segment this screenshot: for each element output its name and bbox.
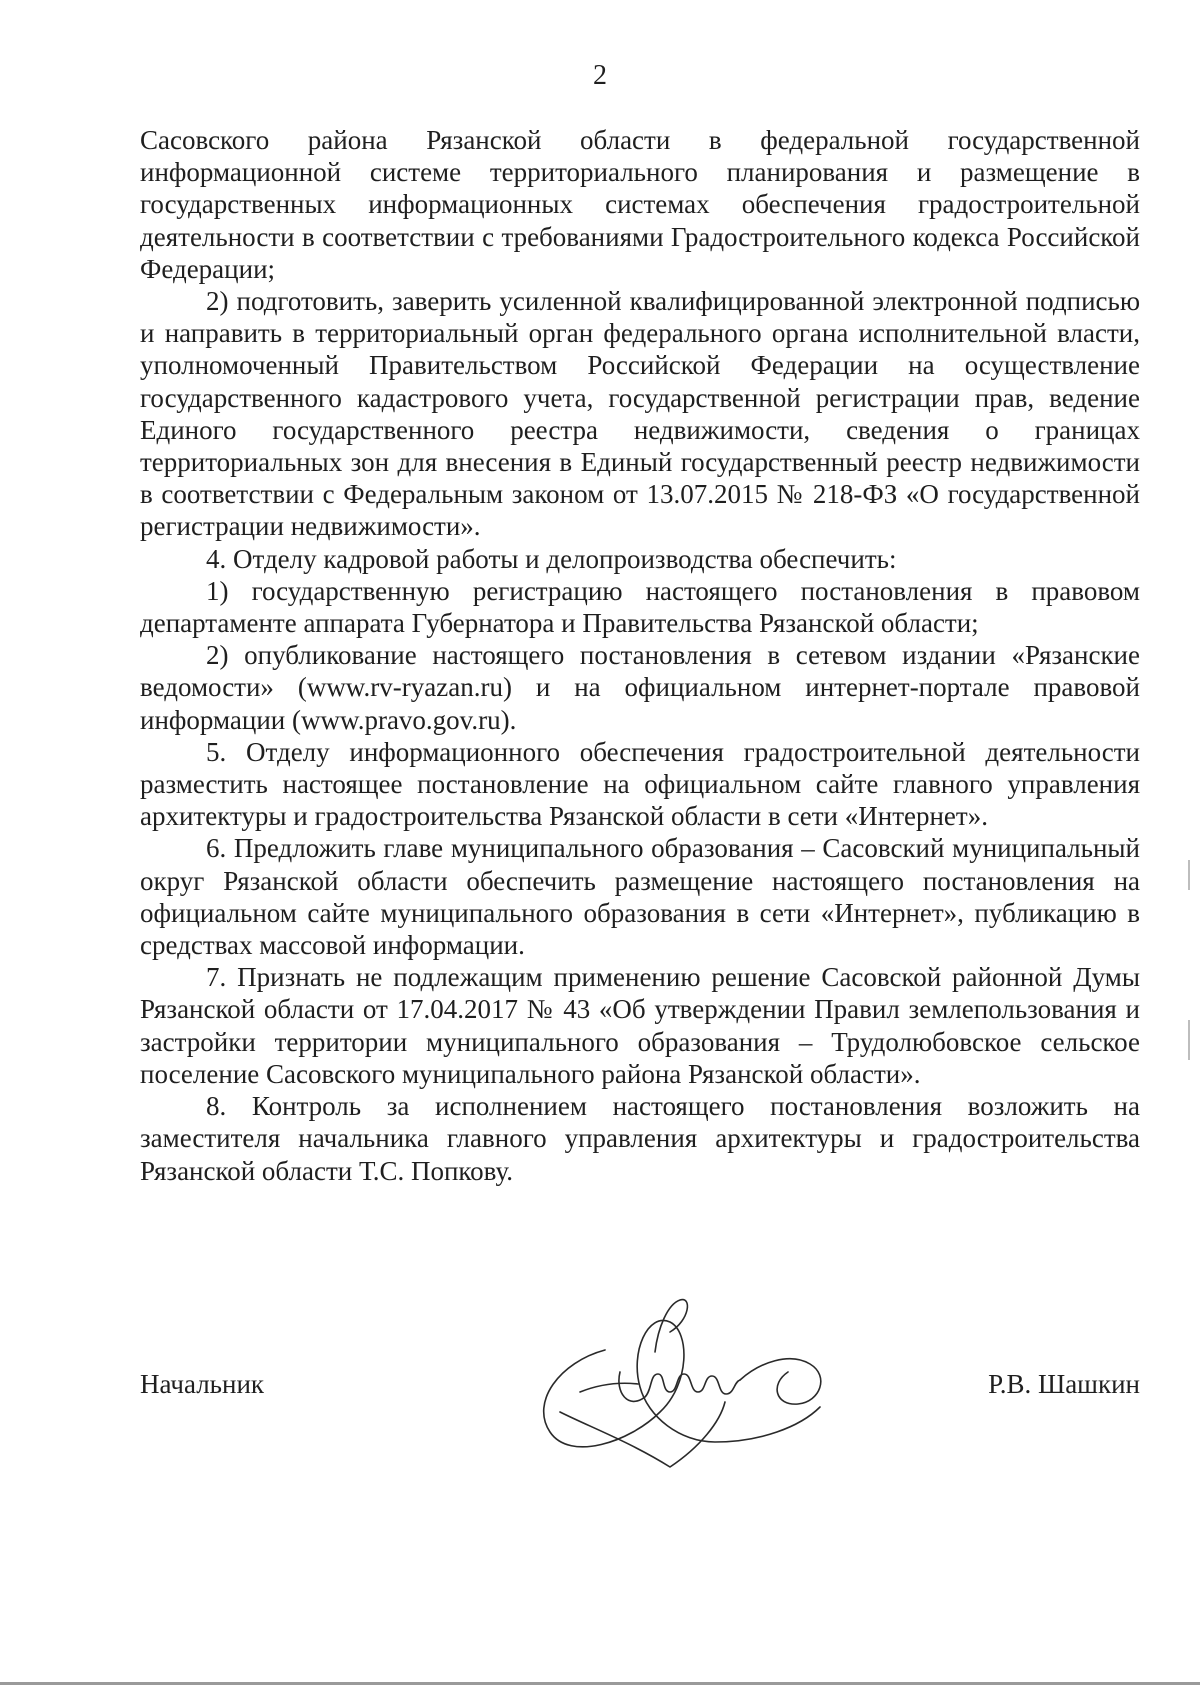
paragraph-section-4: 4. Отделу кадровой работы и делопроизводства обеспечить: <box>206 543 897 574</box>
paragraph-section-5: 5. Отделу информационного обеспечения градостроительной деятельности разместить настоящее постановление на официальном сайте главного управления архитектуры и градостроительства Рязанской области в сети «Интернет». <box>140 736 1140 832</box>
signatory-title: Начальник <box>140 1369 265 1399</box>
document-body <box>140 124 1140 1187</box>
paragraph-continuation: Сасовского района Рязанской области в федеральной государственной информационной системе территориального планирования и размещение в государственных информационных системах обеспечения градостроительной деятельности в соответствии с требованиями Градостроительного кодекса Российской Федерации; <box>140 125 1140 284</box>
page-number: 2 <box>593 60 607 91</box>
paragraph-section-8: 8. Контроль за исполнением настоящего постановления возложить на заместителя начальника главного управления архитектуры и градостроительства Рязанской области Т.С. Попкову. <box>140 1091 1140 1186</box>
paragraph-item-2: 2) подготовить, заверить усиленной квалифицированной электронной подписью и направить в территориальный орган федерального органа исполнительной власти, уполномоченный Правительством Российской Федерации на осуществление государственного кадастрового учета, государственной регистрации прав, ведение Единого государственного реестра недвижимости, сведения о границах территориальных зон для внесения в Единый государственный реестр недвижимости в соответствии с Федеральным законом от 13.07.2015 № 218-ФЗ «О государственной регистрации недвижимости». <box>140 286 1140 542</box>
paragraph-item-4-2: 2) опубликование настоящего постановления в сетевом издании «Рязанские ведомости» (www.rv-ryazan.ru) и на официальном интернет-портале правовой информации (www.pravo.gov.ru). <box>140 640 1140 735</box>
paragraph-section-7: 7. Признать не подлежащим применению решение Сасовской районной Думы Рязанской области от 17.04.2017 № 43 «Об утверждении Правил землепользования и застройки территории муниципального образования – Трудолюбовское сельское поселение Сасовского муниципального района Рязанской области». <box>140 962 1140 1089</box>
scan-edge-mark <box>1188 860 1190 890</box>
scan-edge-mark <box>1188 1020 1190 1060</box>
handwritten-signature <box>520 1292 850 1482</box>
paragraph-item-4-1: 1) государственную регистрацию настоящего постановления в правовом департаменте аппарата Губернатора и Правительства Рязанской области; <box>140 575 1140 639</box>
signatory-name: Р.В. Шашкин <box>988 1369 1140 1399</box>
page-bottom-edge <box>0 1682 1200 1685</box>
paragraph-section-6: 6. Предложить главе муниципального образования – Сасовский муниципальный округ Рязанской области обеспечить размещение настоящего постановления на официальном сайте муниципального образования в сети «Интернет», публикацию в средствах массовой информации. <box>140 833 1140 961</box>
